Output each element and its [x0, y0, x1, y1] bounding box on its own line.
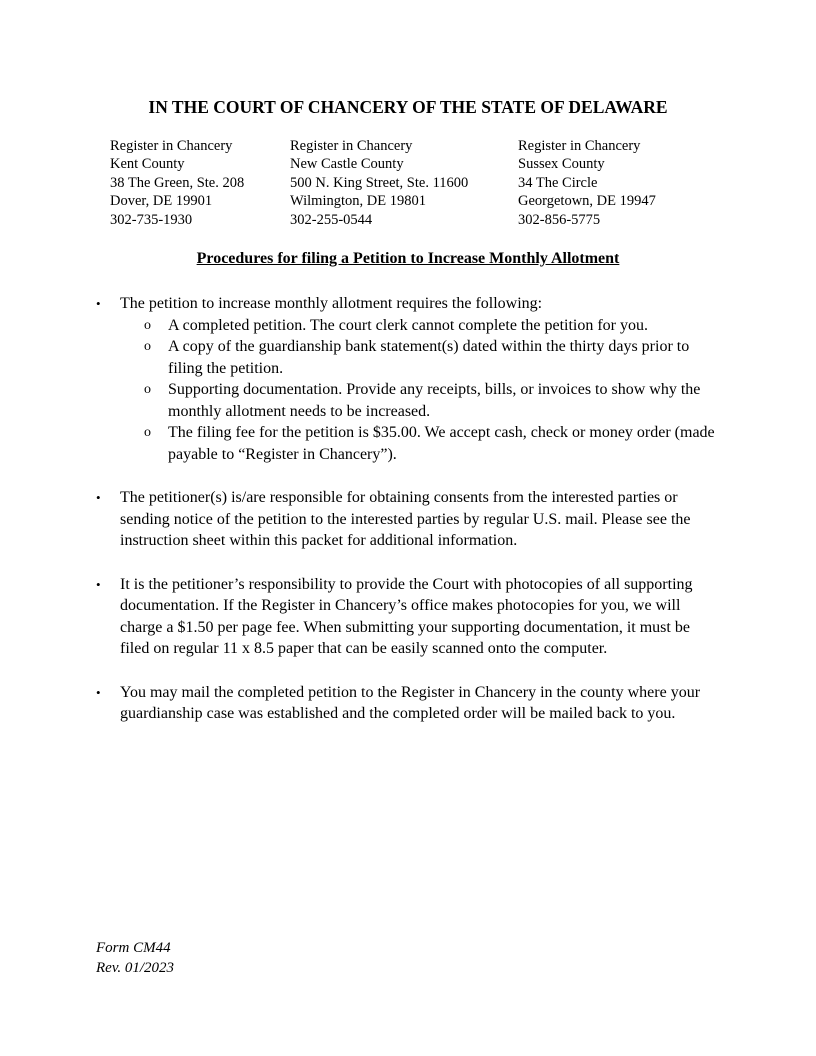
- office-name: Register in Chancery: [290, 138, 413, 154]
- procedure-list: [96, 293, 720, 747]
- circle-bullet-icon: o: [144, 339, 151, 354]
- office-phone: 302-255-0544: [290, 211, 373, 228]
- bullet-icon: •: [96, 684, 101, 700]
- list-item-text: It is the petitioner’s responsibility to provide the Court with photocopies of all supporting documentation. If the Register in Chancery’s office makes photocopies for you, we will charge a $1.50 per page fee. When submitting your supporting documentation, it must be filed on regular 11 x 8.5 paper that can be easily scanned onto the computer.: [120, 575, 693, 657]
- circle-bullet-icon: o: [144, 317, 151, 333]
- office-kent-county: [110, 137, 244, 229]
- bullet-icon: •: [96, 576, 101, 592]
- office-street: 38 The Green, Ste. 208: [110, 174, 245, 191]
- list-item: [96, 293, 720, 465]
- procedures-heading: Procedures for filing a Petition to Increase Monthly Allotment: [196, 250, 620, 267]
- list-item: [96, 574, 720, 660]
- office-new-castle-county: [290, 137, 468, 229]
- form-footer: [96, 939, 174, 978]
- sub-list-item: [144, 336, 720, 379]
- sub-list-item-text: A completed petition. The court clerk cannot complete the petition for you.: [168, 316, 649, 334]
- office-street: 34 The Circle: [518, 174, 598, 191]
- list-item-text: The petition to increase monthly allotment requires the following:: [120, 295, 543, 312]
- office-name: Register in Chancery: [110, 138, 233, 154]
- form-number: Form CM44: [96, 940, 171, 956]
- list-item: [96, 487, 720, 552]
- bullet-icon: •: [96, 490, 101, 505]
- office-street: 500 N. King Street, Ste. 11600: [290, 174, 469, 191]
- sub-list-item: [144, 379, 720, 422]
- sub-list-item: [144, 422, 720, 465]
- list-item-text: The petitioner(s) is/are responsible for obtaining consents from the interested parties or sending notice of the petition to the interested parties by regular U.S. mail. Please see the instruction sheet within this packet for additional information.: [120, 489, 691, 549]
- office-county: Sussex County: [518, 156, 605, 173]
- court-title: IN THE COURT OF CHANCERY OF THE STATE OF DELAWARE: [148, 97, 668, 117]
- office-county: Kent County: [110, 156, 185, 173]
- circle-bullet-icon: o: [144, 382, 151, 397]
- list-item: [96, 682, 720, 725]
- office-name: Register in Chancery: [518, 138, 641, 154]
- office-county: New Castle County: [290, 156, 404, 173]
- office-phone: 302-856-5775: [518, 211, 601, 228]
- list-item-text: You may mail the completed petition to the Register in Chancery in the county where your guardianship case was established and the completed order will be mailed back to you.: [120, 683, 701, 722]
- office-city: Dover, DE 19901: [110, 193, 213, 210]
- office-phone: 302-735-1930: [110, 211, 193, 228]
- requirements-sublist: [144, 315, 720, 466]
- circle-bullet-icon: o: [144, 425, 151, 440]
- form-revision: Rev. 01/2023: [96, 959, 175, 976]
- sub-list-item-text: A copy of the guardianship bank statement(s) dated within the thirty days prior to filing the petition.: [168, 338, 690, 377]
- bullet-icon: •: [96, 296, 101, 311]
- sub-list-item-text: Supporting documentation. Provide any receipts, bills, or invoices to show why the monthly allotment needs to be increased.: [168, 381, 701, 420]
- office-city: Wilmington, DE 19801: [290, 193, 426, 210]
- office-city: Georgetown, DE 19947: [518, 193, 656, 210]
- sub-list-item-text: The filing fee for the petition is $35.00. We accept cash, check or money order (made payable to “Register in Chancery”).: [168, 424, 715, 463]
- office-sussex-county: [518, 137, 656, 229]
- sub-list-item: [144, 315, 720, 337]
